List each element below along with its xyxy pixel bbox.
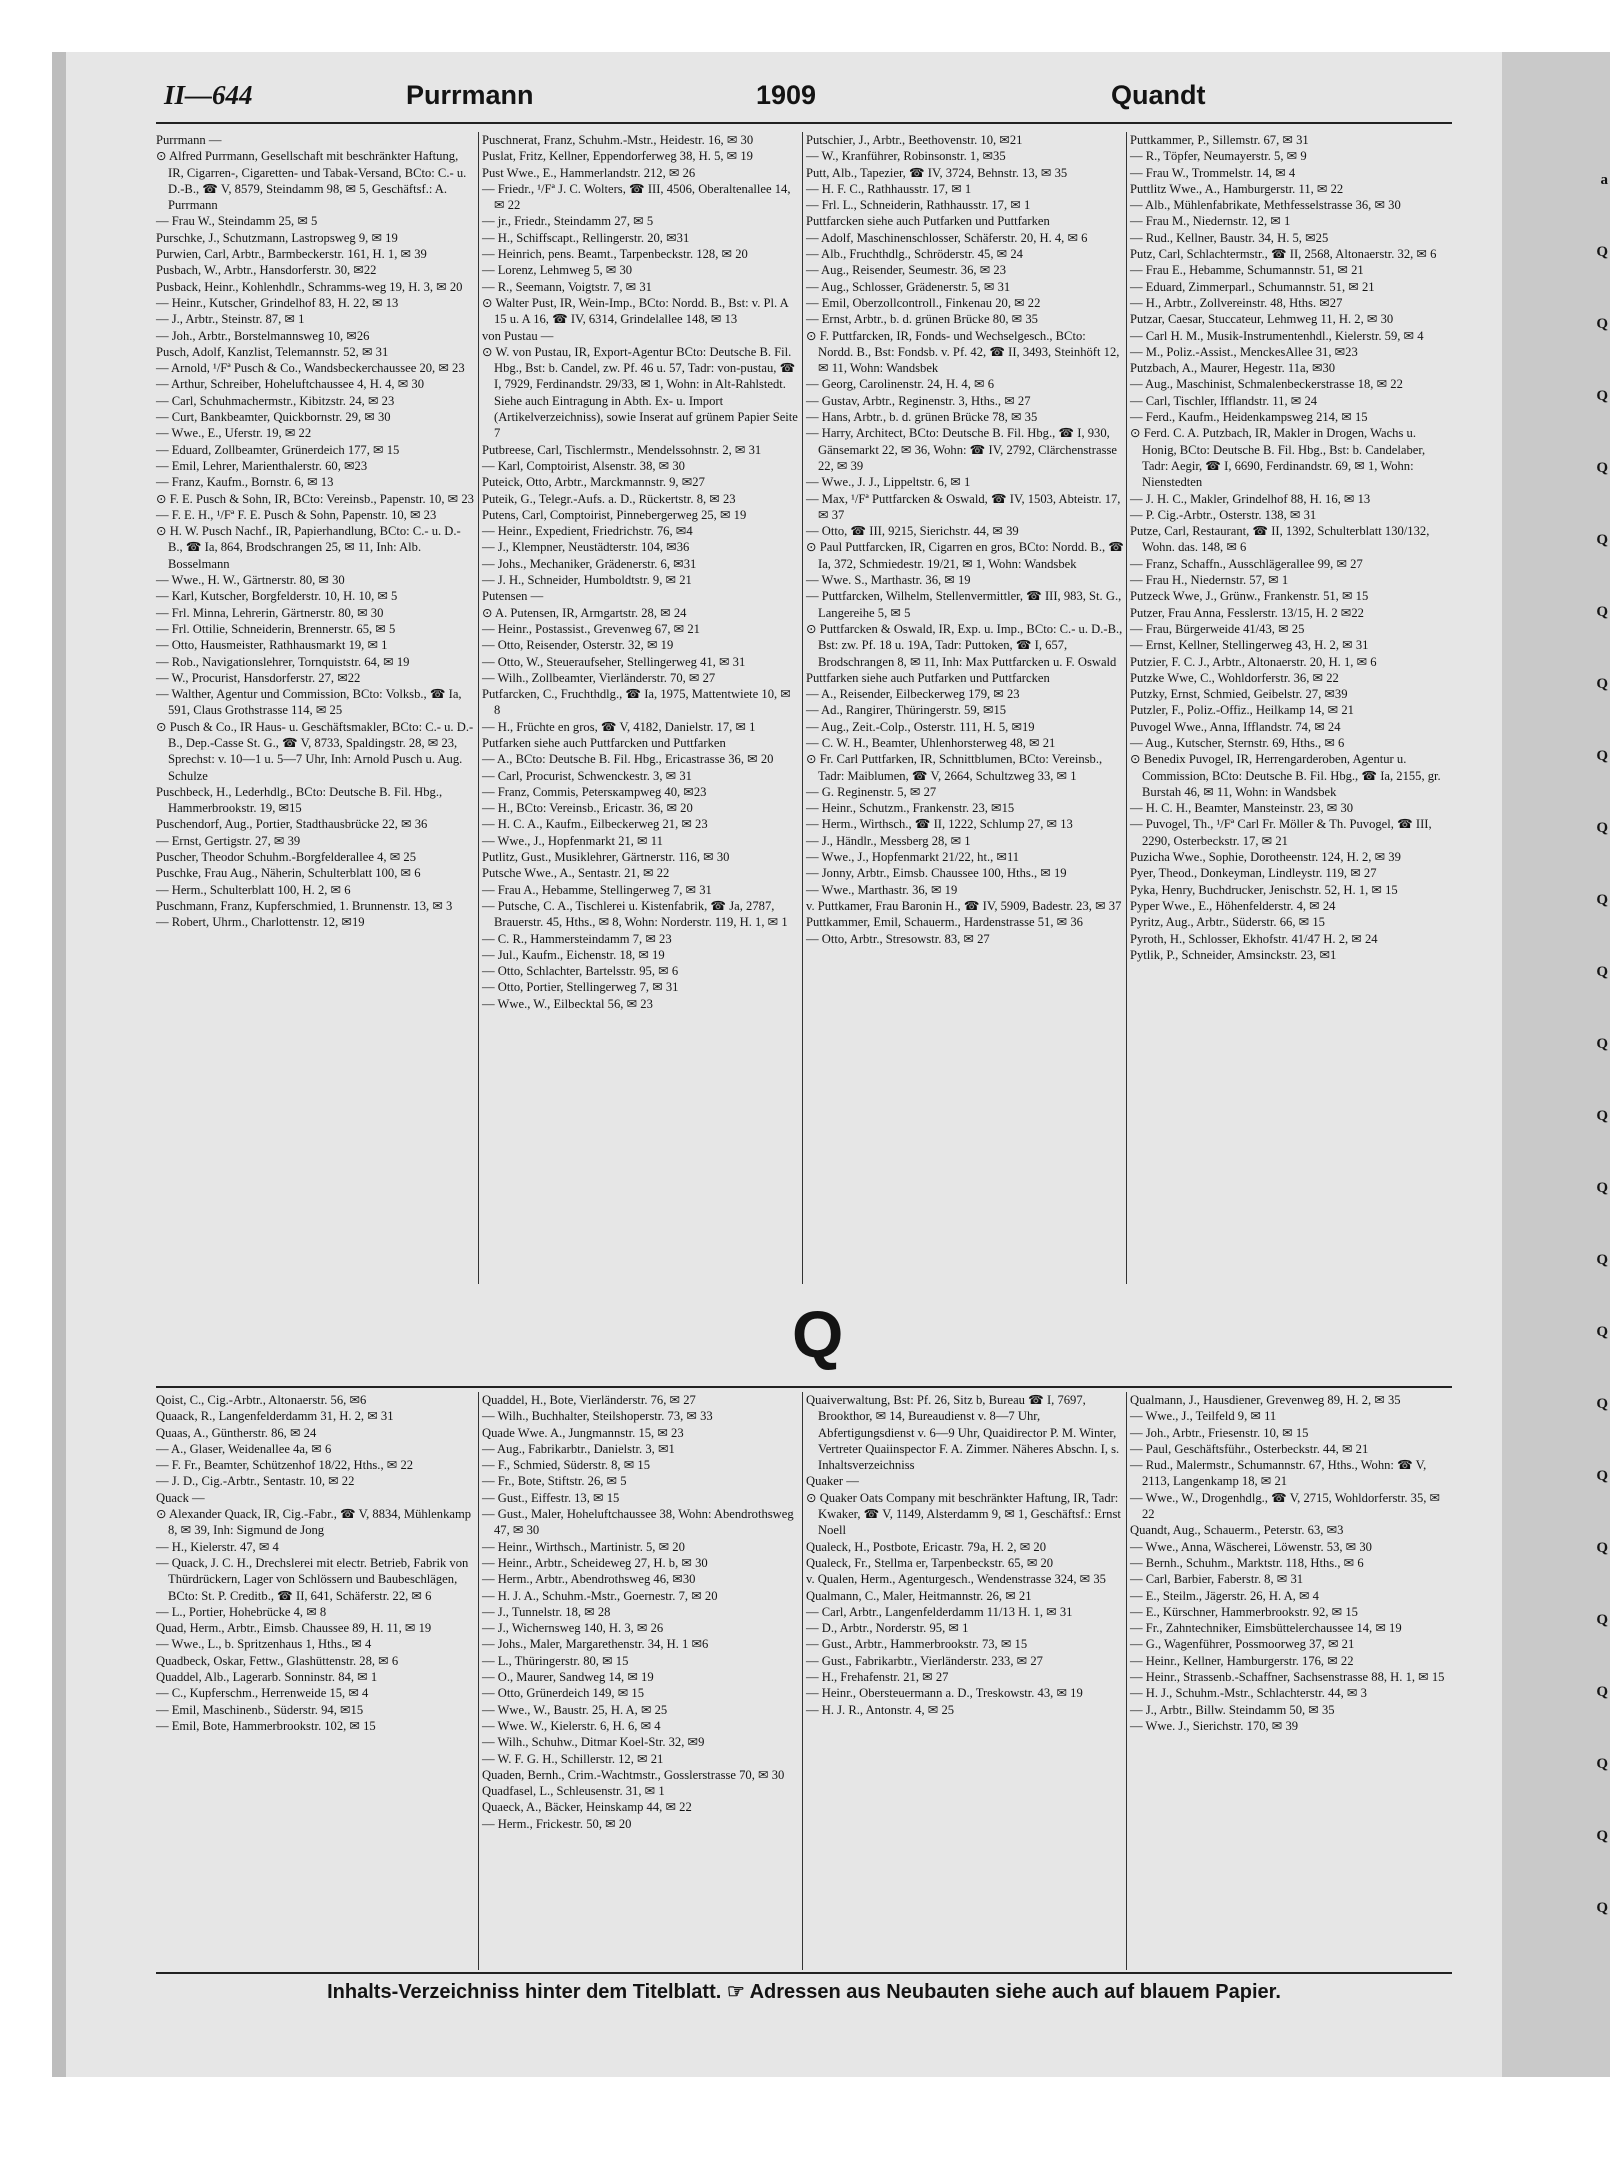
directory-entry: ⊙ Walter Pust, IR, Wein-Imp., BCto: Nordd. B., Bst: v. Pl. A 15 u. A 16, ☎ IV, 6314, Grindelallee 148, ✉ 13 [482,295,789,327]
spine-letter: Q [1596,892,1608,908]
column-divider [1126,132,1127,1284]
directory-entry: Pusbach, W., Arbtr., Hansdorferstr. 30, ✉22 [156,263,377,278]
directory-entry: — P. Cig.-Arbtr., Osterstr. 138, ✉ 31 [1130,507,1317,522]
directory-entry: — Heinr., Kutscher, Grindelhof 83, H. 22, ✉ 13 [156,295,399,310]
directory-entry: Pust Wwe., E., Hammerlandstr. 212, ✉ 26 [482,165,696,180]
spine-letter: Q [1596,1396,1608,1412]
directory-entry: — Wwe., J. J., Lippeltstr. 6, ✉ 1 [806,475,971,490]
directory-entry: — J., Wichernsweg 140, H. 3, ✉ 26 [482,1621,664,1636]
directory-entry: — Friedr., ¹/Fª J. C. Wolters, ☎ III, 4506, Oberaltenallee 14, ✉ 22 [482,181,791,213]
directory-entry: — Rob., Navigationslehrer, Tornquiststr. 64, ✉ 19 [156,654,410,669]
directory-entry: — Otto, Grünerdeich 149, ✉ 15 [482,1686,644,1701]
directory-entry: Quandt, Aug., Schauerm., Peterstr. 63, ✉3 [1130,1523,1344,1538]
directory-entry: ⊙ F. Puttfarcken, IR, Fonds- und Wechselgesch., BCto: Nordd. B., Bst: Fondsb. v. Pf. 42, ☎ II, 3493, Steinhöft 12, ✉ 11, Wohn: Wandsbek [806,328,1120,376]
directory-entry: Qualeck, H., Postbote, Ericastr. 79a, H. 2, ✉ 20 [806,1539,1046,1554]
directory-column [806,1392,1124,1970]
directory-entry: Quaddel, Alb., Lagerarb. Sonninstr. 84, ✉ 1 [156,1670,378,1685]
directory-entry: — Heinr., Strassenb.-Schaffner, Sachsenstrasse 88, H. 1, ✉ 15 [1130,1670,1445,1685]
spine-letter: Q [1596,1324,1608,1340]
directory-entry: — Wwe., W., Drogenhdlg., ☎ V, 2715, Wohldorferstr. 35, ✉ 22 [1130,1490,1441,1522]
directory-entry: — Adolf, Maschinenschlosser, Schäferstr. 20, H. 4, ✉ 6 [806,230,1088,245]
directory-entry: — J., Tunnelstr. 18, ✉ 28 [482,1604,611,1619]
directory-entry: — J., Händlr., Messberg 28, ✉ 1 [806,833,971,848]
spine-letter: Q [1596,604,1608,620]
directory-entry: — Wwe., H. W., Gärtnerstr. 80, ✉ 30 [156,573,345,588]
spine-letter: Q [1596,1252,1608,1268]
directory-entry: — Heinr., Obersteuermann a. D., Treskowstr. 43, ✉ 19 [806,1686,1083,1701]
directory-entry: — Paul, Geschäftsführ., Osterbeckstr. 44, ✉ 21 [1130,1441,1369,1456]
directory-entry: — Johs., Maler, Margarethenstr. 34, H. 1 ✉6 [482,1637,709,1652]
directory-entry: — Arthur, Schreiber, Hoheluftchaussee 4, H. 4, ✉ 30 [156,377,425,392]
spine-letter: Q [1596,1108,1608,1124]
directory-entry: — Aug., Fabrikarbtr., Danielstr. 3, ✉1 [482,1441,675,1456]
directory-entry: — Joh., Arbtr., Borstelmannsweg 10, ✉26 [156,328,370,343]
spine-letter: Q [1596,820,1608,836]
directory-entry: — C., Kupferschm., Herrenweide 15, ✉ 4 [156,1686,369,1701]
directory-column [1130,132,1448,1284]
directory-entry: Puttkammer, P., Sillemstr. 67, ✉ 31 [1130,133,1309,147]
directory-entry: — Karl, Comptoirist, Alsenstr. 38, ✉ 30 [482,458,685,473]
spine-letter: Q [1596,388,1608,404]
directory-entry: — Quack, J. C. H., Drechslerei mit electr. Betrieb, Fabrik von Thürdrückern, Lager von Schlössern und Baubeschlägen, BCto: St. P. Creditb., ☎ II, 641, Schäferstr. 22, ✉ 6 [156,1555,469,1603]
directory-entry: — A., Reisender, Eilbeckerweg 179, ✉ 23 [806,687,1020,702]
spine-letter: Q [1596,244,1608,260]
spine-letter: Q [1596,1828,1608,1844]
directory-entry: Qoist, C., Cig.-Arbtr., Altonaerstr. 56, ✉6 [156,1393,367,1407]
directory-entry: — H., Schiffscapt., Rellingerstr. 20, ✉31 [482,230,690,245]
directory-entry: — Aug., Schlosser, Grädenerstr. 5, ✉ 31 [806,279,1011,294]
directory-entry: ⊙ F. E. Pusch & Sohn, IR, BCto: Vereinsb., Papenstr. 10, ✉ 23 [156,491,474,506]
directory-entry: — Putsche, C. A., Tischlerei u. Kistenfabrik, ☎ Ja, 2787, Brauerstr. 45, Hths., ✉ 8, Wohn: Norderstr. 119, H. 1, ✉ 1 [482,898,788,930]
column-divider [1126,1392,1127,1970]
directory-entry: — Carl, Schuhmachermstr., Kibitzstr. 24, ✉ 23 [156,393,395,408]
directory-entry: Putbreese, Carl, Tischlermstr., Mendelssohnstr. 2, ✉ 31 [482,442,762,457]
directory-entry: — Herm., Frickestr. 50, ✉ 20 [482,1816,632,1831]
directory-entry: ⊙ A. Putensen, IR, Armgartstr. 28, ✉ 24 [482,605,687,620]
directory-entry: — Wwe. J., Sierichstr. 170, ✉ 39 [1130,1718,1299,1733]
spine-letter: Q [1596,1756,1608,1772]
directory-entry: — Max, ¹/Fª Puttfarcken & Oswald, ☎ IV, 1503, Abteistr. 17, ✉ 37 [806,491,1121,522]
directory-entry: Pusch, Adolf, Kanzlist, Telemannstr. 52, ✉ 31 [156,344,389,359]
directory-entry: — H., Arbtr., Zollvereinstr. 48, Hths. ✉27 [1130,295,1343,310]
directory-entry: Putsche Wwe., A., Sentastr. 21, ✉ 22 [482,866,670,881]
directory-entry: — Frl. L., Schneiderin, Rathhausstr. 17, ✉ 1 [806,198,1031,213]
footer-rule [156,1972,1452,1974]
directory-entry: Puschbeck, H., Lederhdlg., BCto: Deutsche B. Fil. Hbg., Hammerbrookstr. 19, ✉15 [156,784,443,816]
directory-entry: Pytlik, P., Schneider, Amsinckstr. 23, ✉1 [1130,947,1337,962]
directory-entry: Puttlitz Wwe., A., Hamburgerstr. 11, ✉ 22 [1130,181,1344,196]
spine-letter: Q [1596,676,1608,692]
directory-entry: — L., Thüringerstr. 80, ✉ 15 [482,1653,629,1668]
directory-entry: — Wwe., E., Uferstr. 19, ✉ 22 [156,426,312,441]
directory-entry: — Puttfarcken, Wilhelm, Stellenvermittler, ☎ III, 983, St. G., Langereihe 5, ✉ 5 [806,589,1122,620]
directory-entry: — Johs., Mechaniker, Grädenerstr. 6, ✉31 [482,556,697,571]
directory-entry: Puzicha Wwe., Sophie, Dorotheenstr. 124, H. 2, ✉ 39 [1130,850,1401,865]
directory-entry: — Gust., Eiffestr. 13, ✉ 15 [482,1490,620,1505]
directory-entry: — E., Kürschner, Hammerbrookstr. 92, ✉ 15 [1130,1604,1358,1619]
directory-entry: Purrmann — [156,133,222,147]
directory-entry: — Georg, Carolinenstr. 24, H. 4, ✉ 6 [806,377,995,392]
directory-entry: — Walther, Agentur und Commission, BCto: Volksb., ☎ Ia, 591, Claus Grothstrasse 114, ✉ 25 [156,687,462,718]
directory-entry: — F. Fr., Beamter, Schützenhof 18/22, Hths., ✉ 22 [156,1458,414,1473]
directory-entry: — H. C. A., Kaufm., Eilbeckerweg 21, ✉ 23 [482,817,708,832]
directory-entry: Quade Wwe. A., Jungmannstr. 15, ✉ 23 [482,1425,684,1440]
directory-entry: — D., Arbtr., Norderstr. 95, ✉ 1 [806,1621,969,1636]
directory-entry: Puvogel Wwe., Anna, Ifflandstr. 74, ✉ 24 [1130,719,1341,734]
directory-entry: ⊙ Pusch & Co., IR Haus- u. Geschäftsmakler, BCto: C.- u. D.-B., Dep.-Casse St. G., ☎ V, 8733, Spaldingstr. 28, ✉ 23, Sprechst: v. 10—1 u. 5—7 Uhr, Inh: Arnold Pusch u. Aug. Schulze [156,719,474,783]
directory-entry: — Emil, Oberzollcontroll., Finkenau 20, ✉ 22 [806,295,1041,310]
directory-entry: Quadfasel, L., Schleusenstr. 31, ✉ 1 [482,1784,665,1799]
spine-letter: Q [1596,1684,1608,1700]
directory-entry: Qualeck, Fr., Stellma er, Tarpenbeckstr. 65, ✉ 20 [806,1555,1054,1570]
directory-entry: Putfarken siehe auch Puttfarcken und Puttfarken [482,735,726,750]
directory-entry: Pyper Wwe., E., Höhenfelderstr. 4, ✉ 24 [1130,898,1336,913]
directory-entry: — W. F. G. H., Schillerstr. 12, ✉ 21 [482,1751,664,1766]
directory-entry: — W., Kranführer, Robinsonstr. 1, ✉35 [806,149,1006,164]
directory-entry: ⊙ Benedix Puvogel, IR, Herrengarderoben, Agentur u. Commission, BCto: Deutsche B. Fil. Hbg., ☎ Ia, 2155, gr. Burstah 46, ✉ 11, Wohn: in Wandsbek [1130,752,1441,799]
directory-entry: Quaddel, H., Bote, Vierländerstr. 76, ✉ 27 [482,1393,696,1407]
directory-entry: Puttkammer, Emil, Schauerm., Hardenstrasse 51, ✉ 36 [806,915,1083,930]
directory-entry: — Aug., Zeit.-Colp., Osterstr. 111, H. 5, ✉19 [806,719,1035,734]
directory-entry: — A., Glaser, Weidenallee 4a, ✉ 6 [156,1441,332,1456]
directory-entry: — Aug., Reisender, Seumestr. 36, ✉ 23 [806,263,1006,278]
directory-entry: — Wwe. S., Marthastr. 36, ✉ 19 [806,573,971,588]
directory-entry: Pyer, Theod., Donkeyman, Lindleystr. 119, ✉ 27 [1130,866,1377,881]
directory-entry: Putensen — [482,589,544,604]
directory-entry: — C. W. H., Beamter, Uhlenhorsterweg 48, ✉ 21 [806,735,1056,750]
directory-entry: Putt, Alb., Tapezier, ☎ IV, 3724, Behnstr. 13, ✉ 35 [806,165,1068,180]
directory-entry: — Gust., Arbtr., Hammerbrookstr. 73, ✉ 15 [806,1637,1028,1652]
directory-entry: — L., Portier, Hohebrücke 4, ✉ 8 [156,1604,327,1619]
directory-entry: Putzbach, A., Maurer, Hegestr. 11a, ✉30 [1130,361,1336,376]
section-rule [156,1386,1452,1388]
header-last-name: Quandt [1111,80,1206,110]
directory-entry: Pusback, Heinr., Kohlenhdlr., Schramms-weg 19, H. 3, ✉ 20 [156,279,463,294]
directory-entry: — Wilh., Buchhalter, Steilshoperstr. 73, ✉ 33 [482,1409,713,1424]
directory-entry: — Frau H., Niedernstr. 57, ✉ 1 [1130,573,1289,588]
directory-entry: — Franz, Schaffn., Ausschlägerallee 99, ✉ 27 [1130,556,1363,571]
spine-letter: Q [1596,1468,1608,1484]
directory-entry: — Curt, Bankbeamter, Quickbornstr. 29, ✉ 30 [156,410,391,425]
directory-entry: — Heinr., Expedient, Friedrichstr. 76, ✉4 [482,524,693,539]
directory-entry: Putzeck Wwe, J., Grünw., Frankenstr. 51, ✉ 15 [1130,589,1369,604]
directory-entry: — Puvogel, Th., ¹/Fª Carl Fr. Möller & Th. Puvogel, ☎ III, 2290, Osterbeckstr. 17, ✉ 21 [1130,817,1432,848]
directory-entry: — Wilh., Zollbeamter, Vierländerstr. 70, ✉ 27 [482,670,716,685]
directory-entry: — Frau E., Hebamme, Schumannstr. 51, ✉ 21 [1130,263,1364,278]
directory-entry: — Franz, Commis, Petersкampweg 40, ✉23 [482,784,707,799]
directory-entry: — Heinr., Wirthsch., Martinistr. 5, ✉ 20 [482,1539,685,1554]
directory-entry: ⊙ Ferd. C. A. Putzbach, IR, Makler in Drogen, Wachs u. Honig, BCto: Deutsche B. Fil. Hbg., Bst: b. Candelaber, Tadr: Aegir, ☎ I, 6690, Ferdinandstr. 69, ✉ 1, Wohn: Nienstedten [1130,426,1426,490]
directory-entry: — Frau M., Niedernstr. 12, ✉ 1 [1130,214,1291,229]
spine-letter: Q [1596,1540,1608,1556]
directory-entry: — Emil, Maschinenb., Süderstr. 94, ✉15 [156,1702,364,1717]
directory-entry: ⊙ Alexander Quack, IR, Cig.-Fabr., ☎ V, 8834, Mühlenkamp 8, ✉ 39, Inh: Sigmund de Jong [156,1507,472,1538]
directory-entry: — Wilh., Schuhw., Ditmar Koel-Str. 32, ✉9 [482,1735,705,1750]
directory-entry: — Frau A., Hebamme, Stellingerweg 7, ✉ 31 [482,882,712,897]
directory-entry: — Frau W., Steindamm 25, ✉ 5 [156,214,318,229]
spine-letter: a [1600,172,1608,188]
directory-entry: ⊙ W. von Pustau, IR, Export-Agentur BCto: Deutsche B. Fil. Hbg., Bst: b. Candel, zw. Pf. 46 u. 57, Tadr: von-pustau, ☎ I, 7929, Ferdinandstr. 29/33, ✉ 1, Wohn: in Alt-Rahlstedt. Siehe auch Eintragung in Abth. Ex- u. Import (Artikelverzeichniss), sowie Inserat auf grünem Papier Seite 7 [482,344,798,441]
directory-entry: — Wwe., J., Hopfenmarkt 21, ✉ 11 [482,833,663,848]
directory-entry: — H. F. C., Rathhausstr. 17, ✉ 1 [806,181,972,196]
facing-page-edge [1502,52,1610,2077]
directory-entry: Puttfarken siehe auch Putfarken und Puttfarcken [806,670,1050,685]
directory-entry: ⊙ H. W. Pusch Nachf., IR, Papierhandlung, BCto: C.- u. D.-B., ☎ Ia, 864, Brodschrangen 25, ✉ 11, Inh: Alb. Bosselmann [156,524,461,571]
directory-entry: — H., Kielerstr. 47, ✉ 4 [156,1539,279,1554]
page-header [156,80,1452,126]
spine-letter: Q [1596,1612,1608,1628]
directory-entry: Quaden, Bernh., Crim.-Wachtmstr., Gosslerstrasse 70, ✉ 30 [482,1767,785,1782]
directory-entry: Puschmann, Franz, Kupferschmied, 1. Brunnenstr. 13, ✉ 3 [156,898,453,913]
directory-entry: von Pustau — [482,328,554,343]
directory-entry: Putfarcken, C., Fruchthdlg., ☎ Ia, 1975, Mattentwiete 10, ✉ 8 [482,687,791,718]
directory-entry: — Frl. Ottilie, Schneiderin, Brennerstr. 65, ✉ 5 [156,621,396,636]
directory-entry: — Carl, Barbier, Faberstr. 8, ✉ 31 [1130,1572,1304,1587]
directory-entry: — Alb., Fruchthdlg., Schröderstr. 45, ✉ 24 [806,247,1023,262]
directory-entry: — Carl, Tischler, Ifflandstr. 11, ✉ 24 [1130,393,1318,408]
spine-letter: Q [1596,460,1608,476]
directory-entry: — H. C. H., Beamter, Mansteinstr. 23, ✉ 30 [1130,801,1354,816]
directory-entry: — J. D., Cig.-Arbtr., Sentastr. 10, ✉ 22 [156,1474,355,1489]
directory-entry: Puteik, G., Telegr.-Aufs. a. D., Rückertstr. 8, ✉ 23 [482,491,736,506]
directory-entry: — Wwe., Anna, Wäscherei, Löwenstr. 53, ✉ 30 [1130,1539,1372,1554]
directory-entry: — Eduard, Zollbeamter, Grünerdeich 177, ✉ 15 [156,442,400,457]
directory-entry: — Ferd., Kaufm., Heidenkampsweg 214, ✉ 15 [1130,410,1368,425]
directory-entry: — Aug., Maschinist, Schmalenbeckerstrasse 18, ✉ 22 [1130,377,1403,392]
directory-entry: — Otto, Portier, Stellingerweg 7, ✉ 31 [482,980,679,995]
scan-edge [52,52,66,2077]
column-divider [478,1392,479,1970]
directory-entry: Puschke, Frau Aug., Näherin, Schulterblatt 100, ✉ 6 [156,866,421,881]
directory-entry: — Wwe., W., Baustr. 25, H. A, ✉ 25 [482,1702,668,1717]
directory-entry: — O., Maurer, Sandweg 14, ✉ 19 [482,1670,654,1685]
header-first-name: Purrmann [406,80,534,110]
directory-entry: — H. J. R., Antonstr. 4, ✉ 25 [806,1702,955,1717]
directory-entry: Pyroth, H., Schlosser, Ekhofstr. 41/47 H. 2, ✉ 24 [1130,931,1378,946]
directory-entry: — G. Reginenstr. 5, ✉ 27 [806,784,937,799]
header-rule [156,122,1452,124]
directory-entry: — Heinr., Kellner, Hamburgerstr. 176, ✉ 22 [1130,1653,1354,1668]
directory-entry: Puttfarcken siehe auch Putfarken und Puttfarken [806,214,1050,229]
directory-entry: — Eduard, Zimmerparl., Schumannstr. 51, ✉ 21 [1130,279,1375,294]
directory-entry: — Karl, Kutscher, Borgfelderstr. 10, H. 10, ✉ 5 [156,589,398,604]
directory-column [156,1392,474,1970]
directory-entry: — J. H., Schneider, Humboldtstr. 9, ✉ 21 [482,573,692,588]
directory-entry: — Harry, Architect, BCto: Deutsche B. Fil. Hbg., ☎ I, 930, Gänsemarkt 22, ✉ 36, Wohn: ☎ IV, 2792, Clärchenstrasse 22, ✉ 39 [806,426,1117,473]
directory-entry: ⊙ Paul Puttfarcken, IR, Cigarren en gros, BCto: Nordd. B., ☎ Ia, 372, Schmiedestr. 19/21, ✉ 1, Wohn: Wandsbek [806,540,1124,571]
directory-entry: Puslat, Fritz, Kellner, Eppendorferweg 38, H. 5, ✉ 19 [482,149,753,164]
directory-entry: — Rud., Malermstr., Schumannstr. 67, Hths., Wohn: ☎ V, 2113, Langenkamp 18, ✉ 21 [1130,1458,1427,1489]
spine-letter: Q [1596,316,1608,332]
directory-entry: Pyka, Henry, Buchdrucker, Jenischstr. 52, H. 1, ✉ 15 [1130,882,1398,897]
spine-letter: Q [1596,1900,1608,1916]
directory-entry: Puteick, Otto, Arbtr., Marckmannstr. 9, ✉27 [482,475,705,490]
directory-entry: — Otto, W., Steueraufseher, Stellingerweg 41, ✉ 31 [482,654,746,669]
directory-entry: ⊙ Puttfarcken & Oswald, IR, Exp. u. Imp., BCto: C.- u. D.-B., Bst: zw. Pf. 18 u. 19A, Tadr: Puttoken, ☎ I, 657, Brodschrangen 8, ✉ 11, Inh: Max Puttfarcken u. F. Oswald [806,621,1123,669]
directory-entry: Purschke, J., Schutzmann, Lastropsweg 9, ✉ 19 [156,230,398,245]
directory-entry: — Carl H. M., Musik-Instrumentenhdl., Kielerstr. 59, ✉ 4 [1130,328,1424,343]
directory-entry: — H., Früchte en gros, ☎ V, 4182, Danielstr. 17, ✉ 1 [482,719,756,734]
spine-letter: Q [1596,532,1608,548]
directory-entry: — A., BCto: Deutsche B. Fil. Hbg., Ericastrasse 36, ✉ 20 [482,752,774,767]
directory-entry: Putzky, Ernst, Schmied, Geibelstr. 27, ✉39 [1130,687,1348,702]
directory-entry: — Robert, Uhrm., Charlottenstr. 12, ✉19 [156,915,365,930]
directory-entry: — Jonny, Arbtr., Eimsb. Chaussee 100, Hths., ✉ 19 [806,866,1067,881]
directory-entry: Quaeck, A., Bäcker, Heinskamp 44, ✉ 22 [482,1800,692,1815]
spine-letter: Q [1596,964,1608,980]
directory-entry: Qualmann, J., Hausdiener, Grevenweg 89, H. 2, ✉ 35 [1130,1393,1401,1407]
directory-entry: — Otto, Schlachter, Bartelsstr. 95, ✉ 6 [482,964,679,979]
directory-column [482,1392,800,1970]
directory-entry: — R., Seemann, Voigtstr. 7, ✉ 31 [482,279,652,294]
directory-entry: — J., Arbtr., Steinstr. 87, ✉ 1 [156,312,305,327]
directory-entry: Quaker — [806,1474,859,1489]
directory-column [1130,1392,1448,1970]
directory-entry: — J. H. C., Makler, Grindelhof 88, H. 16, ✉ 13 [1130,491,1371,506]
directory-entry: — Heinr., Schutzm., Frankenstr. 23, ✉15 [806,801,1015,816]
directory-entry: — Wwe., Marthastr. 36, ✉ 19 [806,882,958,897]
directory-entry: — Carl, Procurist, Schwenckestr. 3, ✉ 31 [482,768,692,783]
directory-column [156,132,474,1284]
directory-entry: Putze, Carl, Restaurant, ☎ II, 1392, Schulterblatt 130/132, Wohn. das. 148, ✉ 6 [1130,524,1430,555]
directory-entry: — Heinr., Arbtr., Scheideweg 27, H. b, ✉ 30 [482,1555,708,1570]
footer-note: Inhalts-Verzeichniss hinter dem Titelblatt. ☞ Adressen aus Neubauten siehe auch auf blauem Papier. [327,1981,1281,2003]
directory-entry: — J., Klempner, Neustädterstr. 104, ✉36 [482,540,690,555]
directory-entry: — H., Frehafenstr. 21, ✉ 27 [806,1670,949,1685]
spine-letter: Q [1596,1180,1608,1196]
directory-entry: Putzar, Caesar, Stuccateur, Lehmweg 11, H. 2, ✉ 30 [1130,312,1394,327]
directory-entry: Putzer, Frau Anna, Fesslerstr. 13/15, H. 2 ✉22 [1130,605,1364,620]
directory-entry: — Emil, Lehrer, Marienthalerstr. 60, ✉23 [156,458,368,473]
directory-entry: Qualmann, C., Maler, Heitmannstr. 26, ✉ 21 [806,1588,1032,1603]
directory-entry: Pyritz, Aug., Arbtr., Süderstr. 66, ✉ 15 [1130,915,1325,930]
directory-entry: Puscher, Theodor Schuhm.-Borgfelderallee 4, ✉ 25 [156,850,416,865]
directory-entry: — G., Wagenführer, Possmoorweg 37, ✉ 21 [1130,1637,1355,1652]
directory-entry: Putzke Wwe, C., Wohldorferstr. 36, ✉ 22 [1130,670,1339,685]
directory-entry: — Wwe., L., b. Spritzenhaus 1, Hths., ✉ 4 [156,1637,372,1652]
directory-entry: — Otto, Reisender, Osterstr. 32, ✉ 19 [482,638,674,653]
directory-entry: Putlitz, Gust., Musiklehrer, Gärtnerstr. 116, ✉ 30 [482,850,730,865]
directory-entry: — Herm., Schulterblatt 100, H. 2, ✉ 6 [156,882,351,897]
directory-entry: — Joh., Arbtr., Friesenstr. 10, ✉ 15 [1130,1425,1309,1440]
directory-entry: — Bernh., Schuhm., Marktstr. 118, Hths., ✉ 6 [1130,1555,1364,1570]
directory-entry: — H., BCto: Vereinsb., Ericastr. 36, ✉ 20 [482,801,693,816]
page-number: II—644 [164,80,253,110]
scanned-page [52,52,1610,2077]
directory-entry: — Heinr., Postassist., Grevenweg 67, ✉ 21 [482,621,700,636]
directory-entry: — Lorenz, Lehmweg 5, ✉ 30 [482,263,633,278]
directory-entry: — Frl. Minna, Lehrerin, Gärtnerstr. 80, ✉ 30 [156,605,384,620]
directory-entry: — Fr., Zahntechniker, Eimsbüttelerchaussee 14, ✉ 19 [1130,1621,1402,1636]
directory-entry: — Fr., Bote, Stiftstr. 26, ✉ 5 [482,1474,627,1489]
directory-entry: — jr., Friedr., Steindamm 27, ✉ 5 [482,214,654,229]
directory-entry: — Otto, Arbtr., Stresowstr. 83, ✉ 27 [806,931,990,946]
directory-entry: Quadbeck, Oskar, Fettw., Glashüttenstr. 28, ✉ 6 [156,1653,399,1668]
directory-entry: — Ad., Rangirer, Thüringerstr. 59, ✉15 [806,703,1007,718]
directory-entry: — Aug., Kutscher, Sternstr. 69, Hths., ✉ 6 [1130,735,1345,750]
directory-entry: — Alb., Mühlenfabrikate, Methfesselstrasse 36, ✉ 30 [1130,198,1401,213]
directory-entry: ⊙ Fr. Carl Puttfarken, IR, Schnittblumen, BCto: Vereinsb., Tadr: Maiblumen, ☎ V, 2664, Schultzweg 33, ✉ 1 [806,752,1103,783]
directory-entry: — Ernst, Gertigstr. 27, ✉ 39 [156,833,301,848]
directory-entry: ⊙ Quaker Oats Company mit beschränkter Haftung, IR, Tadr: Kwaker, ☎ V, 1149, Alsterdamm 9, ✉ 1, Geschäftsf.: Ernst Noell [806,1490,1121,1538]
directory-entry: ⊙ Alfred Purrmann, Gesellschaft mit beschränkter Haftung, IR, Cigarren-, Cigaretten- und Tabak-Versand, BCto: C.- u. D.-B., ☎ V, 8579, Steindamm 98, ✉ 5, Geschäftsf.: A. Purrmann [156,149,467,213]
directory-entry: v. Puttkamer, Frau Baronin H., ☎ IV, 5909, Badestr. 23, ✉ 37 [806,898,1122,913]
directory-entry: Puschendorf, Aug., Portier, Stadthausbrücke 22, ✉ 36 [156,817,428,832]
directory-entry: — Herm., Wirthsch., ☎ II, 1222, Schlump 27, ✉ 13 [806,817,1073,832]
column-divider [478,132,479,1284]
directory-entry: Putzler, F., Poliz.-Offiz., Heilkamp 14, ✉ 21 [1130,703,1354,718]
directory-entry: — Heinrich, pens. Beamt., Tarpenbeckstr. 128, ✉ 20 [482,247,748,262]
spine-letter: Q [1596,748,1608,764]
directory-entry: — J., Arbtr., Billw. Steindamm 50, ✉ 35 [1130,1702,1335,1717]
directory-entry: — Otto, Hausmeister, Rathhausmarkt 19, ✉ 1 [156,638,388,653]
directory-entry: Quaas, A., Güntherstr. 86, ✉ 24 [156,1425,317,1440]
directory-entry: — R., Töpfer, Neumayerstr. 5, ✉ 9 [1130,149,1307,164]
directory-entry: — Jul., Kaufm., Eichenstr. 18, ✉ 19 [482,947,665,962]
directory-entry: — Wwe., J., Teilfeld 9, ✉ 11 [1130,1409,1277,1424]
directory-entry: — C. R., Hammersteindamm 7, ✉ 23 [482,931,672,946]
directory-entry: Purwien, Carl, Arbtr., Barmbeckerstr. 161, H. 1, ✉ 39 [156,247,427,262]
directory-page [156,74,1452,2034]
directory-entry: Quad, Herm., Arbtr., Eimsb. Chaussee 89, H. 11, ✉ 19 [156,1621,432,1636]
column-divider [802,1392,803,1970]
directory-entry: Putens, Carl, Comptoirist, Pinnebergerweg 25, ✉ 19 [482,507,747,522]
directory-entry: — M., Poliz.-Assist., MenckesAllee 31, ✉23 [1130,344,1358,359]
directory-entry: Putzier, F. C. J., Arbtr., Altonaerstr. 20, H. 1, ✉ 6 [1130,654,1377,669]
directory-column [482,132,800,1284]
directory-entry: Puschnerat, Franz, Schuhm.-Mstr., Heidestr. 16, ✉ 30 [482,133,754,147]
directory-entry: — W., Procurist, Hansdorferstr. 27, ✉22 [156,670,361,685]
directory-entry: — Wwe., W., Eilbecktal 56, ✉ 23 [482,996,653,1011]
directory-entry: v. Qualen, Herm., Agenturgesch., Wendenstrasse 324, ✉ 35 [806,1572,1106,1587]
directory-entry: — Arnold, ¹/Fª Pusch & Co., Wandsbeckerchaussee 20, ✉ 23 [156,361,465,376]
directory-entry: — Wwe. W., Kielerstr. 6, H. 6, ✉ 4 [482,1718,661,1733]
directory-entry: — Gust., Fabrikarbtr., Vierländerstr. 233, ✉ 27 [806,1653,1043,1668]
directory-column [806,132,1124,1284]
directory-entry: — Ernst, Kellner, Stellingerweg 43, H. 2, ✉ 31 [1130,638,1369,653]
directory-entry: — Herm., Arbtr., Abendrothsweg 46, ✉30 [482,1572,696,1587]
directory-entry: Putz, Carl, Schlachtermstr., ☎ II, 2568, Altonaerstr. 32, ✉ 6 [1130,247,1437,262]
directory-entry: — Otto, ☎ III, 9215, Sierichstr. 44, ✉ 39 [806,524,1019,539]
directory-entry: Quaiverwaltung, Bst: Pf. 26, Sitz b, Bureau ☎ I, 7697, Brookthor, ✉ 14, Bureaudienst v. 8—7 Uhr, Abfertigungsdienst v. 6—9 Uhr, Quaidirector P. M. Winter, Vertreter Quaiinspector F. A. Zimmer. Näheres Abschn. I, s. Inhaltsverzeichniss [806,1393,1120,1473]
section-letter: Q [792,1297,844,1371]
directory-entry: — Frau, Bürgerweide 41/43, ✉ 25 [1130,621,1305,636]
directory-entry: — F. E. H., ¹/Fª F. E. Pusch & Sohn, Papenstr. 10, ✉ 23 [156,507,437,522]
directory-entry: — H. J. A., Schuhm.-Mstr., Goernestr. 7, ✉ 20 [482,1588,718,1603]
directory-entry: — Frau W., Trommelstr. 14, ✉ 4 [1130,165,1296,180]
directory-entry: — Wwe., J., Hopfenmarkt 21/22, ht., ✉11 [806,850,1020,865]
directory-entry: — H. J., Schuhm.-Mstr., Schlachterstr. 44, ✉ 3 [1130,1686,1367,1701]
directory-entry: — Carl, Arbtr., Langenfelderdamm 11/13 H. 1, ✉ 31 [806,1604,1073,1619]
directory-entry: — Ernst, Arbtr., b. d. grünen Brücke 80, ✉ 35 [806,312,1038,327]
directory-entry: — Gust., Maler, Hoheluftchaussee 38, Wohn: Abendrothsweg 47, ✉ 30 [482,1507,794,1538]
directory-entry: — F., Schmied, Süderstr. 8, ✉ 15 [482,1458,651,1473]
column-divider [802,132,803,1284]
directory-entry: — Hans, Arbtr., b. d. grünen Brücke 78, ✉ 35 [806,410,1038,425]
directory-entry: Quack — [156,1490,205,1505]
directory-entry: — Rud., Kellner, Baustr. 34, H. 5, ✉25 [1130,230,1329,245]
directory-entry: — Gustav, Arbtr., Reginenstr. 3, Hths., ✉ 27 [806,393,1031,408]
directory-entry: — Franz, Kaufm., Bornstr. 6, ✉ 13 [156,475,334,490]
directory-entry: — E., Steilm., Jägerstr. 26, H. A, ✉ 4 [1130,1588,1319,1603]
spine-letter: Q [1596,1036,1608,1052]
header-year: 1909 [756,80,817,110]
directory-entry: Quaack, R., Langenfelderdamm 31, H. 2, ✉ 31 [156,1409,394,1424]
directory-entry: — Emil, Bote, Hammerbrookstr. 102, ✉ 15 [156,1718,376,1733]
directory-entry: Putschier, J., Arbtr., Beethovenstr. 10, ✉21 [806,133,1023,147]
